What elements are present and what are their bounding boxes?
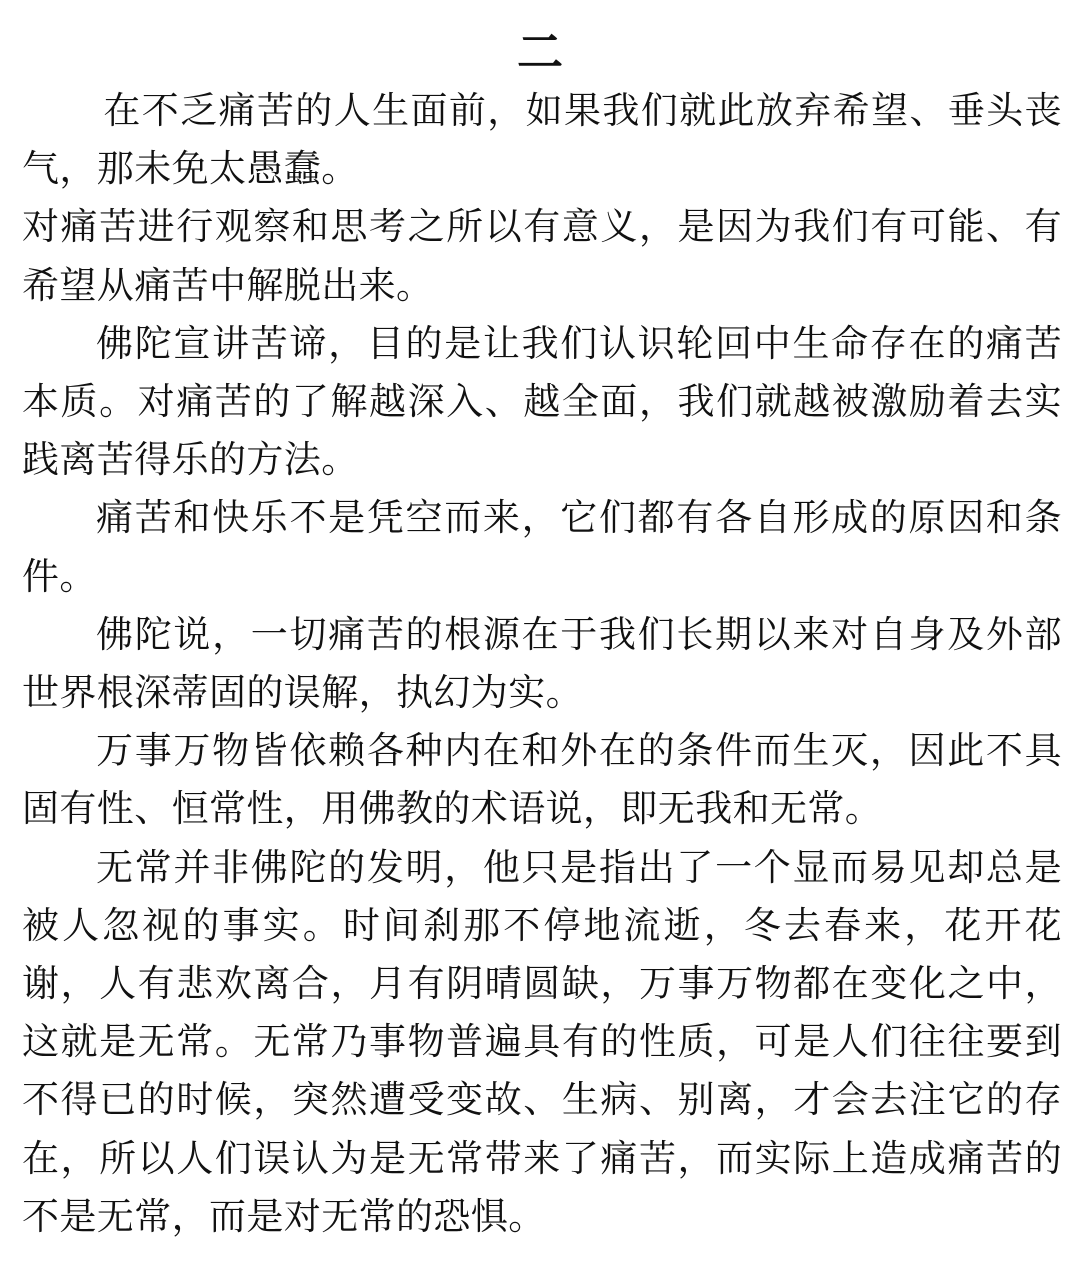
paragraph-4: 痛苦和快乐不是凭空而来，它们都有各自形成的原因和条件。 bbox=[22, 496, 1062, 598]
paragraph-2: 对痛苦进行观察和思考之所以有意义，是因为我们有可能、有希望从痛苦中解脱出来。 bbox=[22, 205, 1062, 307]
paragraph-5: 佛陀说，一切痛苦的根源在于我们长期以来对自身及外部世界根深蒂固的误解，执幻为实。 bbox=[22, 612, 1062, 715]
paragraph-1: 在不乏痛苦的人生面前，如果我们就此放弃希望、垂头丧气，那未免太愚蠢。 bbox=[22, 89, 1062, 191]
paragraph-7: 无常并非佛陀的发明，他只是指出了一个显而易见却总是被人忽视的事实。时间刹那不停地流逝，冬去春来，花开花谢，人有悲欢离合，月有阴晴圆缺，万事万物都在变化之中，这就是无常。无常乃事物普遍具有的性质，可是人们往往要到不得已的时候，突然遭受变故、生病、别离，才会去注它的存在，所以人们误认为是无常带来了痛苦，而实际上造成痛苦的不是无常，而是对无常的恐惧。 bbox=[22, 845, 1062, 1238]
paragraph-6: 万事万物皆依赖各种内在和外在的条件而生灭，因此不具固有性、恒常性，用佛教的术语说，即无我和无常。 bbox=[22, 729, 1062, 831]
section-heading: 二 bbox=[517, 25, 563, 79]
paragraph-3: 佛陀宣讲苦谛，目的是让我们认识轮回中生命存在的痛苦本质。对痛苦的了解越深入、越全面，我们就越被激励着去实践离苦得乐的方法。 bbox=[22, 321, 1062, 482]
document-body bbox=[22, 82, 1062, 1246]
